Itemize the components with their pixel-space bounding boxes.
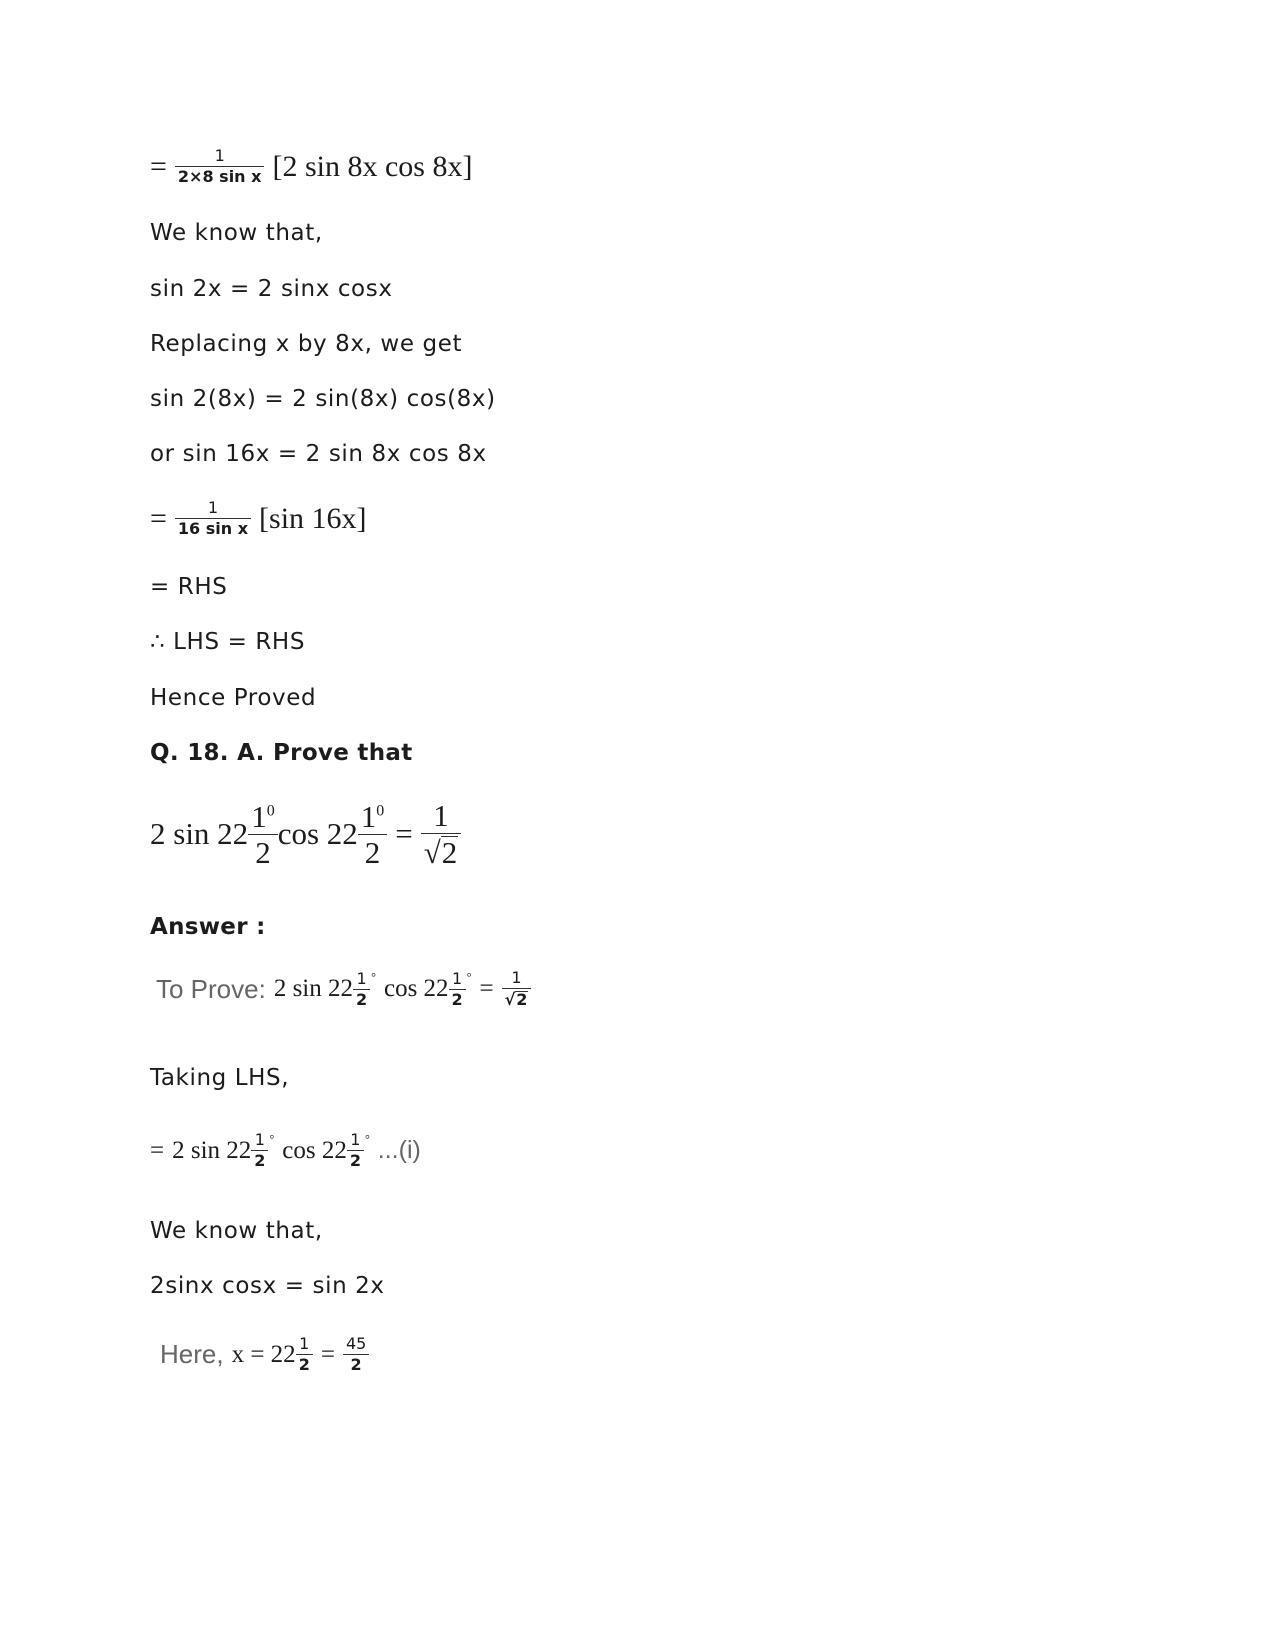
bracket-expression: [sin 16x] — [259, 501, 367, 535]
numerator: 1 — [356, 968, 367, 988]
fraction — [449, 968, 466, 1009]
denominator: 2 — [451, 989, 463, 1009]
here-equation — [160, 1336, 369, 1373]
fraction — [251, 1132, 268, 1169]
numerator: 1 — [214, 146, 225, 165]
rhs-fraction — [421, 800, 462, 868]
equals-sign: = — [479, 975, 494, 1002]
fraction — [175, 148, 265, 185]
text-identity: sin 2x = 2 sinx cosx — [150, 276, 393, 302]
numerator: 1 — [299, 1334, 310, 1353]
fraction — [296, 1336, 313, 1373]
numerator: 1 — [350, 1130, 361, 1149]
text-replacing: Replacing x by 8x, we get — [150, 331, 463, 357]
text-we-know-that: We know that, — [150, 220, 323, 246]
denominator: 2 — [254, 1151, 266, 1170]
numerator: 1 — [511, 968, 522, 987]
denominator: 2 — [364, 834, 381, 870]
text-identity-2: 2sinx cosx = sin 2x — [150, 1273, 385, 1299]
question-heading: Q. 18. A. Prove that — [150, 740, 413, 766]
degree-sign: ° — [269, 1132, 275, 1146]
text-taking-lhs: Taking LHS, — [150, 1065, 290, 1091]
question-equation — [150, 800, 461, 868]
denominator: 16 sin x — [177, 519, 249, 538]
numerator: $1^0$ — [251, 798, 275, 834]
denominator: 2 — [255, 834, 271, 870]
numerator: 1 — [207, 498, 219, 517]
equals-sign: = — [320, 1340, 335, 1368]
denominator: 2 — [298, 1355, 310, 1374]
numerator: 1 — [433, 798, 449, 833]
expr-part: cos 22 — [277, 816, 358, 851]
fraction — [248, 798, 278, 870]
equation-line-2 — [150, 500, 367, 537]
numerator: 45 — [345, 1334, 367, 1353]
here-label: Here, — [160, 1339, 224, 1369]
bracket-expression: [2 sin 8x cos 8x] — [272, 149, 473, 183]
text-we-know-that-2: We know that, — [150, 1218, 323, 1244]
denominator: 2×8 sin x — [177, 167, 262, 186]
text-hence-proved: Hence Proved — [150, 685, 317, 711]
equation-tag: ...(i) — [377, 1136, 421, 1164]
expr-part: 2 sin 22 — [273, 975, 354, 1002]
denominator: 2 — [349, 1151, 361, 1170]
expr-part: cos 22 — [383, 975, 449, 1002]
equation-line-1 — [150, 148, 472, 185]
text-or: or sin 16x = 2 sin 8x cos 8x — [150, 441, 487, 467]
expr-part: 2 sin 22 — [172, 1136, 252, 1164]
sqrt-denominator: √ 2 — [423, 835, 458, 870]
result-fraction — [343, 1336, 369, 1373]
text-therefore: ∴ LHS = RHS — [150, 629, 306, 655]
fraction — [175, 500, 251, 537]
numerator: $1^0$ — [360, 798, 385, 834]
fraction — [358, 798, 388, 870]
text-equals-rhs: = RHS — [150, 574, 228, 600]
expr-part: 2 sin 22 — [150, 816, 249, 851]
degree-sign: ° — [371, 970, 376, 984]
numerator: 1 — [254, 1130, 265, 1149]
denominator: 2 — [350, 1355, 362, 1374]
degree-sign: ° — [364, 1132, 370, 1146]
equals-sign: = — [150, 149, 167, 183]
fraction — [347, 1132, 364, 1169]
to-prove-equation — [156, 970, 531, 1008]
degree-sign: ° — [466, 970, 472, 984]
equals-sign: = — [150, 501, 167, 535]
to-prove-label: To Prove: — [156, 973, 266, 1004]
rhs-fraction — [502, 970, 532, 1008]
answer-heading: Answer : — [150, 914, 266, 940]
equals-sign: = — [150, 1136, 165, 1164]
expr-part: x = 22 — [231, 1340, 296, 1368]
equals-sign: = — [395, 816, 413, 851]
numerator: 1 — [452, 968, 463, 988]
expr-part: cos 22 — [282, 1136, 347, 1164]
denominator: 2 — [356, 989, 368, 1009]
fraction — [353, 968, 370, 1009]
text-substitution: sin 2(8x) = 2 sin(8x) cos(8x) — [150, 386, 496, 412]
equation-i — [150, 1132, 421, 1169]
sqrt-denominator: √ 2 — [504, 990, 528, 1009]
